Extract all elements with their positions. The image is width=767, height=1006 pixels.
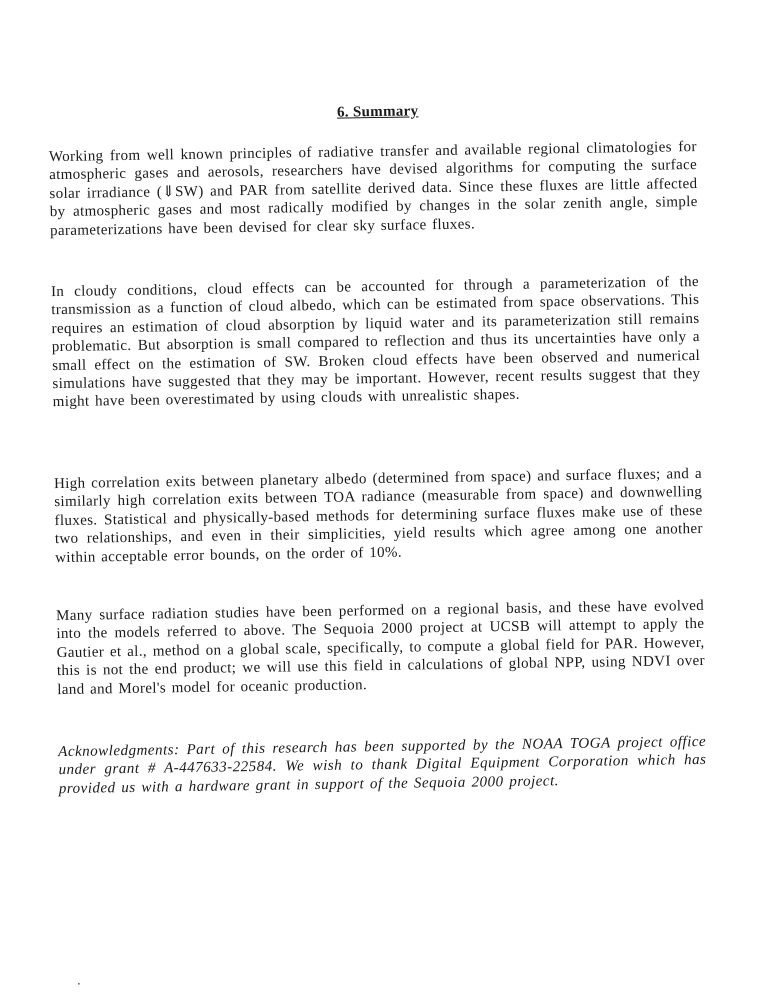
section-heading: 6. Summary bbox=[336, 103, 419, 121]
summary-paragraph-1: Working from well known principles of radiative transfer and available regional climatologies for atmospheric gases and aerosols, researchers have devised algorithms for computing the surface solar irradiance (⇓SW) and PAR from satellite derived data. Since these fluxes are little affected by atmospheric gases and most radically modified by changes in the solar zenith angle, simple parameterizations have been devised for clear sky surface fluxes. bbox=[48, 138, 698, 239]
summary-paragraph-4: Many surface radiation studies have been performed on a regional basis, and these have evolved into the models referred to above. The Sequoia 2000 project at UCSB will attempt to apply the Gautier et al., method on a global scale, specifically, to compute a global field for PAR. However, this is not the end product; we will use this field in calculations of global NPP, using NDVI over land and Morel's model for oceanic production. bbox=[55, 597, 706, 698]
scan-speck bbox=[78, 983, 80, 985]
acknowledgments-paragraph: Acknowledgments: Part of this research has been supported by the NOAA TOGA project office under grant # A-447633-22584. We wish to thank Digital Equipment Corporation which has provided us with a hardware grant in support of the Sequoia 2000 project. bbox=[58, 733, 707, 797]
summary-paragraph-3: High correlation exits between planetary albedo (determined from space) and surface fluxes; and a similarly high correlation exits between TOA radiance (measurable from space) and downwelling fluxes. Statistical and physically-based methods for determining surface fluxes make use of these two relationships, and even in their simplicities, yield results which agree among one another within acceptable error bounds, on the order of 10%. bbox=[53, 465, 703, 566]
summary-paragraph-2: In cloudy conditions, cloud effects can be accounted for through a parameterization of the transmission as a function of cloud albedo, which can be estimated from space observations. This requires an estimation of cloud absorption by liquid water and its parameterization still remains problematic. But absorption is small compared to reflection and thus its uncertainties have only a small effect on the estimation of SW. Broken cloud effects have been observed and numerical simulations have suggested that they may be important. However, recent results suggest that they might have been overestimated by using clouds with unrealistic shapes. bbox=[50, 273, 701, 411]
